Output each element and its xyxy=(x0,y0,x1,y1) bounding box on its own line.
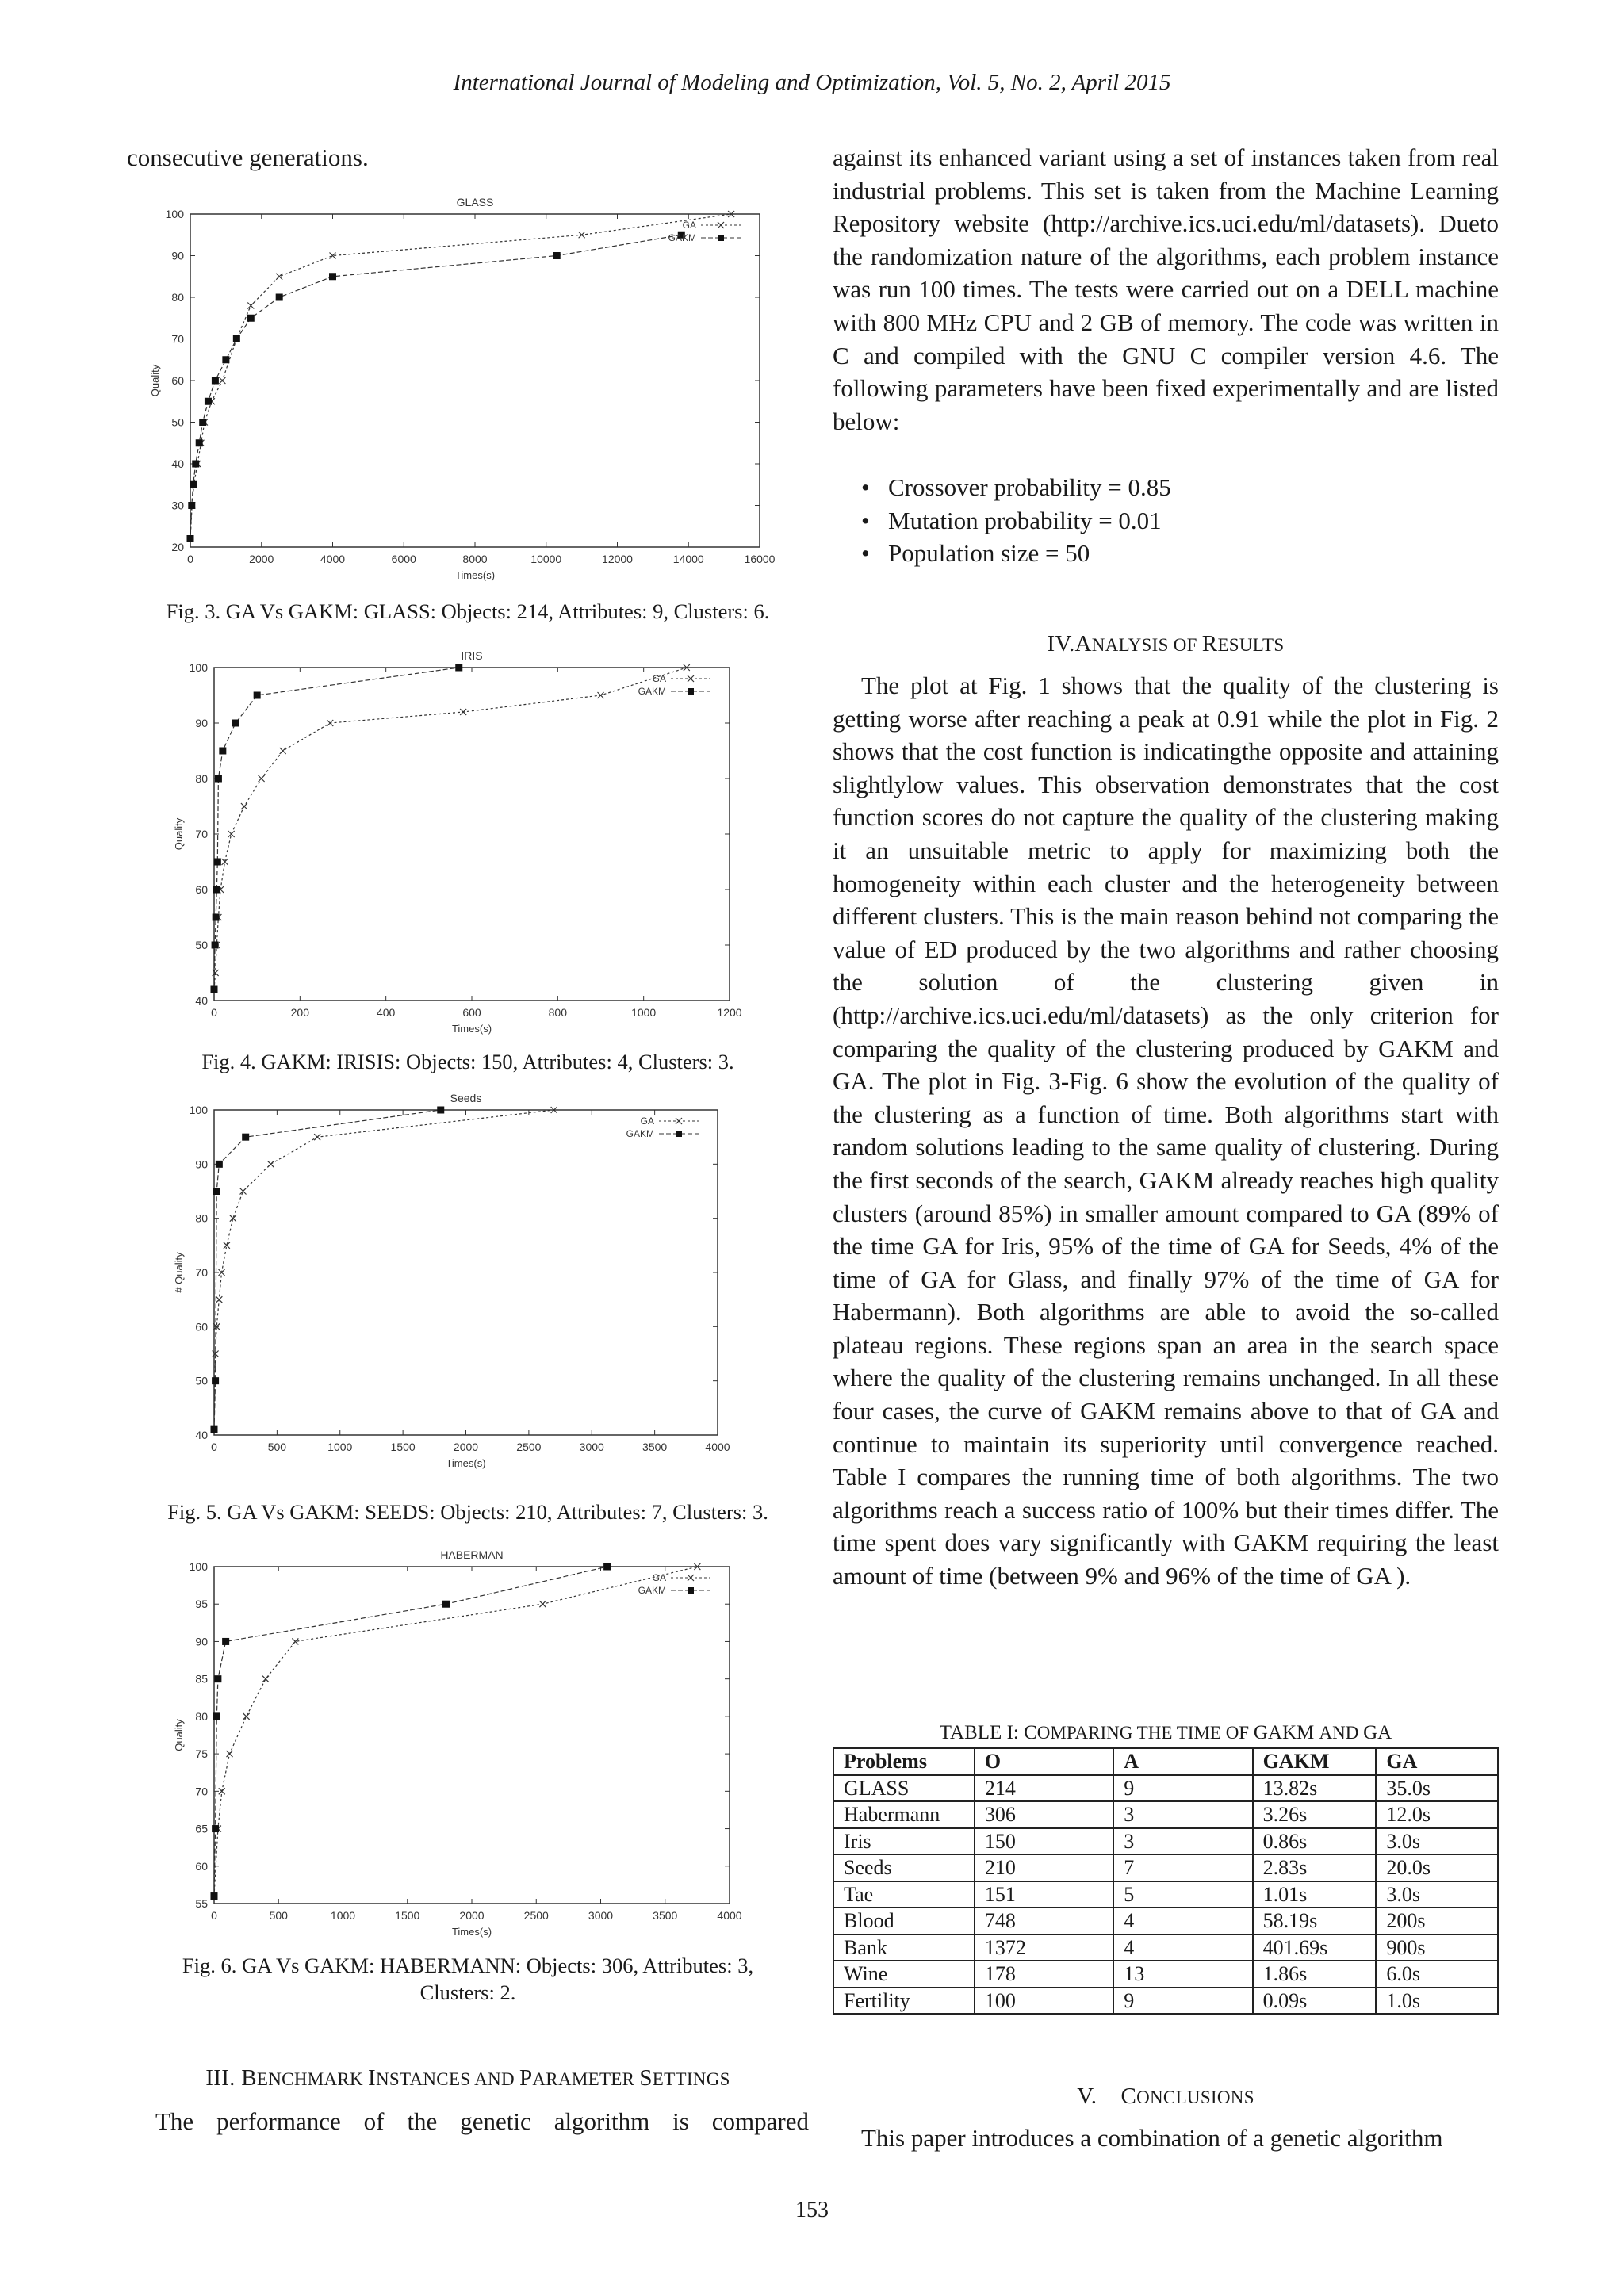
x-tick-label: 0 xyxy=(211,1441,217,1453)
chart-glass xyxy=(127,181,809,593)
right-intro-text: against its enhanced variant using a set of instances taken from real industrial problems. This set is taken from the Machine Learning Repository website (http://archive.ics.uci.edu/ml/datasets). Dueto the randomization nature of the algorithms, each problem instance was run 100 times. The tests were carried out on a DELL machine with 800 MHz CPU and 2 GB of memory. The code was written in C and compiled with the GNU C compiler version 4.6. The following parameters have been fixed experimentally and are listed below: xyxy=(833,144,1499,435)
table-header-cell: Problems xyxy=(833,1748,975,1775)
y-tick-label: 60 xyxy=(195,1859,208,1873)
data-point-ga xyxy=(280,748,286,754)
data-point-gakm xyxy=(222,1638,229,1645)
table-header-cell: O xyxy=(975,1748,1113,1775)
data-point-gakm xyxy=(233,335,240,342)
table-cell: 3.0s xyxy=(1376,1828,1498,1855)
x-tick-label: 1500 xyxy=(390,1441,416,1453)
table-cell: Wine xyxy=(833,1961,975,1988)
y-tick-label: 90 xyxy=(195,717,208,729)
data-point-gakm xyxy=(247,315,255,322)
table-header-row xyxy=(833,1748,1498,1775)
series-line-gakm xyxy=(214,668,459,989)
data-point-gakm xyxy=(211,1892,218,1900)
y-tick-label: 60 xyxy=(195,1320,208,1334)
data-point-ga xyxy=(219,377,225,384)
section3-title-part: B xyxy=(241,2065,257,2091)
x-tick-label: 3000 xyxy=(588,1909,614,1922)
x-tick-label: 400 xyxy=(376,1006,396,1019)
y-tick-label: 60 xyxy=(195,883,208,896)
table-row xyxy=(833,1881,1498,1908)
x-tick-label: 1200 xyxy=(717,1006,742,1019)
data-point-gakm xyxy=(603,1563,611,1571)
x-tick-label: 0 xyxy=(187,553,193,565)
data-point-ga xyxy=(228,831,235,837)
data-point-gakm xyxy=(213,1712,220,1720)
table-cell: Habermann xyxy=(833,1801,975,1828)
table-cell: 4 xyxy=(1113,1908,1252,1934)
table-caption-part: GA xyxy=(1363,1722,1392,1743)
legend-label: GAKM xyxy=(668,232,696,243)
chart-iris xyxy=(127,641,809,1047)
parameter-item: • Population size = 50 xyxy=(861,537,1527,570)
x-tick-label: 0 xyxy=(211,1909,217,1922)
x-axis-label: Times(s) xyxy=(451,1023,492,1035)
data-point-gakm xyxy=(205,398,212,405)
fig5-caption: Fig. 5. GA Vs GAKM: SEEDS: Objects: 210, Attributes: 7, Clusters: 3. xyxy=(167,1500,768,1524)
section4-title-part: ESULTS xyxy=(1217,635,1285,655)
y-tick-label: 100 xyxy=(189,1104,208,1116)
data-point-ga xyxy=(240,1188,247,1195)
plot-frame xyxy=(214,1567,730,1904)
section4-title-part: A xyxy=(1074,631,1092,656)
legend-marker xyxy=(676,1131,682,1137)
x-axis-label: Times(s) xyxy=(451,1926,492,1938)
x-tick-label: 2500 xyxy=(523,1909,549,1922)
fig6-caption-line1: Fig. 6. GA Vs GAKM: HABERMANN: Objects: 306, Attributes: 3, xyxy=(182,1954,754,1977)
table-row xyxy=(833,1828,1498,1855)
x-tick-label: 0 xyxy=(211,1006,217,1019)
section3-number: III. xyxy=(205,2065,236,2091)
x-tick-label: 1000 xyxy=(327,1441,353,1453)
data-point-ga xyxy=(262,1676,269,1682)
table-cell: Blood xyxy=(833,1908,975,1934)
x-tick-label: 500 xyxy=(267,1441,287,1453)
section5-title-part: C xyxy=(1120,2084,1137,2109)
table-row xyxy=(833,1908,1498,1934)
data-point-gakm xyxy=(222,356,229,363)
section5-title-part: ONCLUSIONS xyxy=(1136,2087,1254,2107)
legend-marker xyxy=(688,675,694,682)
y-axis-label: # Quality xyxy=(173,1252,185,1293)
x-axis-label: Times(s) xyxy=(454,569,496,581)
table-cell: 2.83s xyxy=(1253,1854,1377,1881)
section4-number: IV. xyxy=(1047,631,1075,656)
data-point-gakm xyxy=(212,1377,219,1384)
legend-label: GA xyxy=(652,1572,666,1583)
table-cell: Iris xyxy=(833,1828,975,1855)
x-tick-label: 14000 xyxy=(672,553,704,565)
y-tick-label: 70 xyxy=(195,1785,208,1798)
x-tick-label: 3500 xyxy=(642,1441,668,1453)
series-line-gakm xyxy=(214,1567,607,1896)
table-cell: 306 xyxy=(975,1801,1113,1828)
table-row xyxy=(833,1988,1498,2015)
data-point-gakm xyxy=(212,1825,219,1832)
legend-marker xyxy=(688,1575,694,1581)
running-head: International Journal of Modeling and Optimization, Vol. 5, No. 2, April 2015 xyxy=(453,70,1171,95)
data-point-ga xyxy=(539,1601,546,1607)
legend-label: GAKM xyxy=(626,1128,654,1139)
legend-label: GA xyxy=(652,673,666,684)
y-tick-label: 60 xyxy=(171,374,184,387)
y-tick-label: 50 xyxy=(195,1374,208,1387)
data-point-gakm xyxy=(212,942,219,949)
section5-text: This paper introduces a combination of a genetic algorithm xyxy=(861,2124,1443,2152)
section3-title-part: ENCHMARK xyxy=(256,2069,368,2089)
table-cell: 0.86s xyxy=(1253,1828,1377,1855)
data-point-ga xyxy=(230,1215,236,1222)
y-tick-label: 70 xyxy=(195,1266,208,1279)
fig6-caption-line2: Clusters: 2. xyxy=(419,1980,516,2004)
series-line-gakm xyxy=(190,235,681,538)
series-line-gakm xyxy=(214,1110,441,1429)
legend-label: GA xyxy=(682,220,696,231)
x-tick-label: 10000 xyxy=(530,553,562,565)
data-point-ga xyxy=(259,775,265,782)
data-point-gakm xyxy=(214,1675,221,1682)
section3-title-part: ETTINGS xyxy=(652,2069,730,2089)
table-cell: 3.0s xyxy=(1376,1881,1498,1908)
plot-frame xyxy=(214,668,730,1001)
fig3-caption: Fig. 3. GA Vs GAKM: GLASS: Objects: 214, Attributes: 9, Clusters: 6. xyxy=(166,599,770,623)
section3-title xyxy=(241,2065,730,2091)
x-tick-label: 4000 xyxy=(717,1909,742,1922)
table-cell: Seeds xyxy=(833,1854,975,1881)
parameter-list xyxy=(833,471,1527,570)
data-point-gakm xyxy=(254,692,261,699)
table-cell: 9 xyxy=(1113,1988,1252,2015)
chart-title: Seeds xyxy=(450,1092,482,1104)
data-point-gakm xyxy=(212,377,219,385)
parameter-item: • Mutation probability = 0.01 xyxy=(861,504,1527,538)
data-point-gakm xyxy=(211,1426,218,1433)
y-tick-label: 100 xyxy=(165,208,184,220)
y-axis-label: Quality xyxy=(173,1719,185,1751)
y-tick-label: 65 xyxy=(195,1822,208,1835)
data-point-ga xyxy=(598,692,604,698)
y-tick-label: 80 xyxy=(195,772,208,785)
y-tick-label: 90 xyxy=(195,1158,208,1171)
data-point-gakm xyxy=(553,252,561,259)
section4-title-part: NALYSIS OF xyxy=(1091,635,1202,655)
data-point-ga xyxy=(241,803,247,809)
section3-title-part: NSTANCES AND xyxy=(375,2069,519,2089)
data-point-gakm xyxy=(442,1601,450,1608)
data-point-gakm xyxy=(216,1161,223,1168)
x-tick-label: 1000 xyxy=(330,1909,356,1922)
chart-haberman xyxy=(127,1536,809,1949)
data-point-gakm xyxy=(187,535,194,542)
x-tick-label: 8000 xyxy=(462,553,488,565)
data-point-gakm xyxy=(232,720,239,727)
table-cell: 100 xyxy=(975,1988,1113,2015)
table-caption-part: TABLE I: xyxy=(939,1722,1025,1743)
y-tick-label: 40 xyxy=(171,457,184,470)
y-tick-label: 100 xyxy=(189,1560,208,1573)
data-point-ga xyxy=(276,274,282,280)
y-axis-label: Quality xyxy=(173,817,185,851)
legend-marker xyxy=(688,1587,694,1594)
data-point-gakm xyxy=(242,1134,249,1141)
x-tick-label: 12000 xyxy=(602,553,633,565)
table-cell: 20.0s xyxy=(1376,1854,1498,1881)
section4-title xyxy=(1075,631,1285,656)
page-number: 153 xyxy=(795,2198,829,2222)
data-point-gakm xyxy=(219,748,226,755)
y-tick-label: 50 xyxy=(195,939,208,951)
x-tick-label: 200 xyxy=(290,1006,310,1019)
section3-title-part: P xyxy=(519,2065,533,2091)
chart-seeds xyxy=(127,1086,809,1490)
series-line-ga xyxy=(190,214,731,539)
data-point-gakm xyxy=(214,859,221,866)
y-tick-label: 40 xyxy=(195,994,208,1007)
section4-heading xyxy=(833,631,1499,657)
table-cell: 7 xyxy=(1113,1854,1252,1881)
y-tick-label: 30 xyxy=(171,499,184,512)
data-point-gakm xyxy=(196,439,203,446)
table-cell: 151 xyxy=(975,1881,1113,1908)
table-row xyxy=(833,1854,1498,1881)
legend-label: GA xyxy=(640,1115,654,1127)
y-tick-label: 90 xyxy=(171,249,184,262)
chart-title: IRIS xyxy=(461,649,483,662)
data-point-ga xyxy=(460,709,466,715)
plot-frame xyxy=(190,214,760,547)
data-point-ga xyxy=(216,1296,222,1303)
y-tick-label: 85 xyxy=(195,1672,208,1686)
data-point-gakm xyxy=(199,419,206,426)
table-row xyxy=(833,1801,1498,1828)
data-point-ga xyxy=(579,232,585,238)
table-caption xyxy=(833,1722,1499,1744)
y-tick-label: 50 xyxy=(171,415,184,429)
legend-label: GAKM xyxy=(638,686,666,697)
y-tick-label: 80 xyxy=(171,291,184,304)
table-cell: 1.0s xyxy=(1376,1988,1498,2015)
fig4-caption: Fig. 4. GAKM: IRISIS: Objects: 150, Attributes: 4, Clusters: 3. xyxy=(201,1050,734,1073)
table-cell: 178 xyxy=(975,1961,1113,1988)
section3-title-part: I xyxy=(368,2065,376,2091)
legend-marker xyxy=(688,688,694,695)
table-cell: 6.0s xyxy=(1376,1961,1498,1988)
table-cell: 1372 xyxy=(975,1934,1113,1961)
table-cell: 401.69s xyxy=(1253,1934,1377,1961)
section3-title-part: ARAMETER xyxy=(532,2069,640,2089)
table-row xyxy=(833,1961,1498,1988)
table-caption-part: OMPARING THE TIME OF xyxy=(1036,1723,1254,1743)
y-tick-label: 80 xyxy=(195,1211,208,1225)
y-tick-label: 55 xyxy=(195,1897,208,1910)
data-point-ga xyxy=(243,1713,250,1720)
table-cell: 200s xyxy=(1376,1908,1498,1934)
data-point-gakm xyxy=(188,502,195,509)
section3-text: The performance of the genetic algorithm is compared xyxy=(155,2107,809,2135)
section3-title-part: S xyxy=(639,2065,653,2091)
y-tick-label: 40 xyxy=(195,1429,208,1441)
data-point-ga xyxy=(219,1788,225,1794)
x-tick-label: 2500 xyxy=(516,1441,542,1453)
table-row xyxy=(833,1934,1498,1961)
legend-marker xyxy=(676,1118,682,1124)
data-point-gakm xyxy=(190,481,197,488)
table-cell: 4 xyxy=(1113,1934,1252,1961)
data-point-ga xyxy=(219,1269,225,1276)
left-top-text: consecutive generations. xyxy=(127,144,369,171)
table-cell: 210 xyxy=(975,1854,1113,1881)
chart-title: HABERMAN xyxy=(440,1548,504,1561)
x-tick-label: 1000 xyxy=(631,1006,657,1019)
data-point-ga xyxy=(327,720,333,726)
table-cell: 1.01s xyxy=(1253,1881,1377,1908)
table-header-cell: GAKM xyxy=(1253,1748,1377,1775)
y-tick-label: 70 xyxy=(171,332,184,346)
data-point-ga xyxy=(227,1751,233,1757)
plot-frame xyxy=(214,1110,718,1435)
table-cell: Tae xyxy=(833,1881,975,1908)
data-point-gakm xyxy=(213,1188,220,1195)
data-point-gakm xyxy=(215,775,222,783)
data-point-gakm xyxy=(329,273,336,280)
table-cell: 748 xyxy=(975,1908,1113,1934)
data-point-ga xyxy=(267,1161,274,1167)
x-tick-label: 3000 xyxy=(579,1441,604,1453)
section4-text: The plot at Fig. 1 shows that the quality of the clustering is getting worse after reaching a peak at 0.91 while the plot in Fig. 2 shows that the cost function is indicatingthe opposite and attaining slightlylow values. This observation demonstrates that the cost function scores do not capture the quality of the clustering making it an unsuitable metric to apply for maximizing both the homogeneity within each cluster and the heterogeneity between different clusters. This is the main reason behind not comparing the value of ED produced by the two algorithms and rather choosing the solution of the clustering given in (http://archive.ics.uci.edu/ml/datasets) as the only criterion for comparing the quality of the clustering produced by GAKM and GA. The plot in Fig. 3-Fig. 6 show the evolution of the quality of the clustering as a function of time. Both algorithms start with random solutions leading to the same quality of clustering. During the first seconds of the search, GAKM already reaches high quality clusters (around 85%) in smaller amount compared to GA (89% of the time GA for Iris, 95% of the time of GA for Seeds, 4% of the time of GA for Glass, and finally 97% of the time of GA for Habermann). Both algorithms are able to avoid the so-called plateau regions. These regions span an area in the search space where the quality of the clustering remains unchanged. In all these four cases, the curve of GAKM remains above to that of GA and continue to maintain its superiority until convergence reached. Table I compares the running time of both algorithms. The two algorithms reach a success ratio of 100% but their times differ. The time spent does vary significantly with GAKM requiring the least amount of time (between 9% and 96% of the time of GA ). xyxy=(833,672,1499,1590)
x-axis-label: Times(s) xyxy=(446,1457,486,1469)
table-cell: 1.86s xyxy=(1253,1961,1377,1988)
section5-number: V. xyxy=(1077,2084,1097,2109)
table-cell: 9 xyxy=(1113,1775,1252,1802)
data-point-gakm xyxy=(213,886,220,894)
table-cell: 3 xyxy=(1113,1801,1252,1828)
section5-heading xyxy=(833,2084,1499,2110)
data-point-gakm xyxy=(455,664,462,672)
table-cell: 13.82s xyxy=(1253,1775,1377,1802)
table-cell: Fertility xyxy=(833,1988,975,2015)
x-tick-label: 4000 xyxy=(320,553,346,565)
y-tick-label: 95 xyxy=(195,1598,208,1611)
table-caption-part: GAKM xyxy=(1253,1722,1320,1743)
y-tick-label: 20 xyxy=(171,541,184,553)
x-tick-label: 4000 xyxy=(705,1441,730,1453)
table-cell: 58.19s xyxy=(1253,1908,1377,1934)
data-point-ga xyxy=(247,303,254,309)
x-tick-label: 2000 xyxy=(249,553,274,565)
table-cell: 35.0s xyxy=(1376,1775,1498,1802)
legend-marker xyxy=(718,222,724,228)
table-caption-part: C xyxy=(1024,1722,1037,1743)
y-tick-label: 75 xyxy=(195,1747,208,1761)
table-row xyxy=(833,1775,1498,1802)
data-point-gakm xyxy=(213,914,220,921)
data-point-gakm xyxy=(437,1107,444,1114)
table-cell: 214 xyxy=(975,1775,1113,1802)
table-cell: 3 xyxy=(1113,1828,1252,1855)
table-cell: 150 xyxy=(975,1828,1113,1855)
section4-title-part: R xyxy=(1201,631,1218,656)
data-point-gakm xyxy=(211,986,218,993)
y-tick-label: 80 xyxy=(195,1709,208,1723)
x-tick-label: 3500 xyxy=(653,1909,678,1922)
data-point-ga xyxy=(314,1134,320,1140)
series-line-ga xyxy=(214,1110,554,1429)
y-tick-label: 100 xyxy=(189,661,208,674)
table-cell: 12.0s xyxy=(1376,1801,1498,1828)
data-point-gakm xyxy=(192,461,199,468)
x-tick-label: 2000 xyxy=(459,1909,485,1922)
table-header-cell: GA xyxy=(1376,1748,1498,1775)
data-point-gakm xyxy=(276,294,283,301)
table-cell: 13 xyxy=(1113,1961,1252,1988)
x-tick-label: 1500 xyxy=(395,1909,420,1922)
results-table xyxy=(833,1747,1499,2015)
series-line-ga xyxy=(214,1567,697,1896)
legend-marker xyxy=(718,235,724,241)
chart-title: GLASS xyxy=(456,196,494,209)
fig6-caption xyxy=(127,1952,809,2006)
table-header-cell: A xyxy=(1113,1748,1252,1775)
table-cell: 900s xyxy=(1376,1934,1498,1961)
y-tick-label: 90 xyxy=(195,1635,208,1648)
table-cell: 3.26s xyxy=(1253,1801,1377,1828)
section5-title xyxy=(1120,2084,1254,2109)
table-caption-part: AND xyxy=(1319,1723,1364,1743)
table-cell: GLASS xyxy=(833,1775,975,1802)
x-tick-label: 600 xyxy=(462,1006,481,1019)
section3-heading xyxy=(127,2065,809,2091)
series-line-ga xyxy=(214,668,687,989)
x-tick-label: 800 xyxy=(548,1006,568,1019)
table-cell: 5 xyxy=(1113,1881,1252,1908)
x-tick-label: 2000 xyxy=(453,1441,479,1453)
table-cell: Bank xyxy=(833,1934,975,1961)
x-tick-label: 6000 xyxy=(391,553,416,565)
legend-label: GAKM xyxy=(638,1585,666,1596)
parameter-item: • Crossover probability = 0.85 xyxy=(861,471,1527,504)
x-tick-label: 500 xyxy=(269,1909,288,1922)
y-tick-label: 70 xyxy=(195,828,208,840)
y-axis-label: Quality xyxy=(149,364,161,397)
table-cell: 0.09s xyxy=(1253,1988,1377,2015)
x-tick-label: 16000 xyxy=(744,553,776,565)
